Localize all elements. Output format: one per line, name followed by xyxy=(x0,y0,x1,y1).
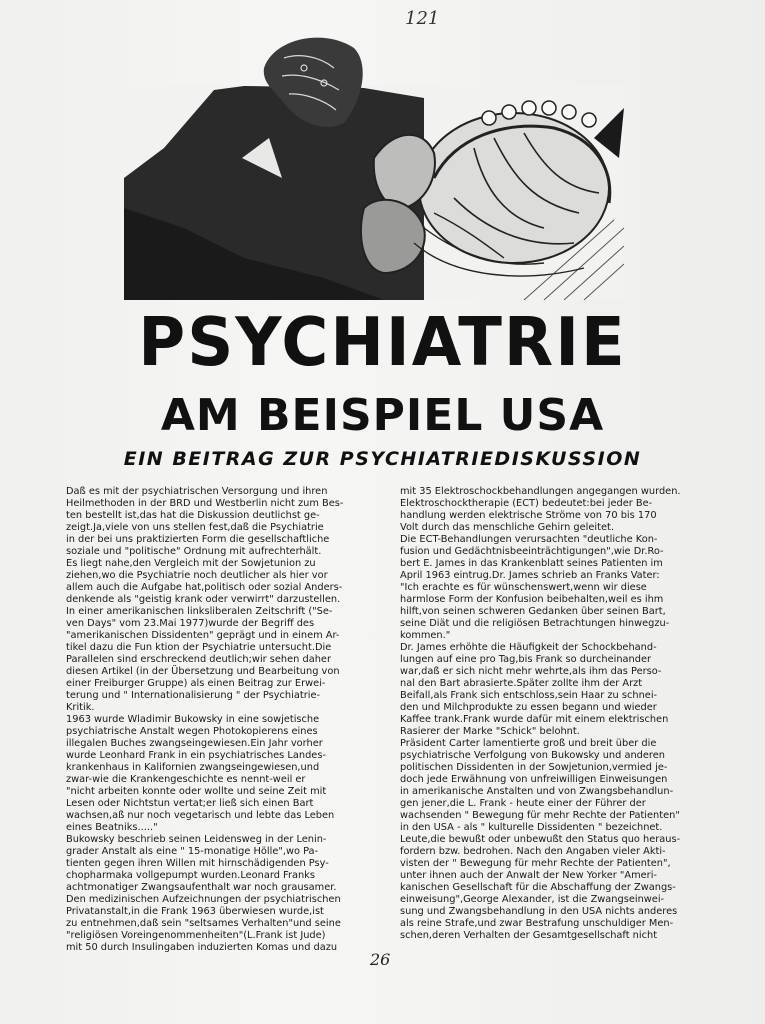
ect-treatment-drawing-icon xyxy=(124,28,624,300)
article-tagline: EIN BEITRAG ZUR PSYCHIATRIEDISKUSSION xyxy=(123,448,642,470)
article-paragraph: Präsident Carter lamentierte groß und breit über die psychiatrische Verfolgung von Bukowsky und anderen politischen Dissidenten in der Sowjetunion,vermied je- doch jede Erwähnung von unfreiwilligen Einweisungen in amerikanische Anstalten und von Zwangsbehandlun- gen jener,die L. Frank - heute einer der Führer der wachsenden " Bewegung für mehr Rechte der Patienten" in den USA - als " kulturelle Dissidenten " bezeichnet. xyxy=(400,738,680,833)
page-number-top: 121 xyxy=(405,8,440,29)
article-subtitle: AM BEISPIEL USA xyxy=(160,390,605,441)
article-paragraph: 1963 wurde Wladimir Bukowsky in eine sowjetische psychiatrische Anstalt wegen Photokopierens eines illegalen Buches zwangseingewiesen.Ein Jahr vorher wurde Leonhard Frank in ein psychiatrisches Landes- krankenhaus in Kalifornien zwangseingewiesen,und zwar-wie die Krankengeschichte es nennt-weil er "nicht arbeiten konnte oder wollte und seine Zeit mit Lesen oder Nichtstun vertat;er ließ sich einen Bart wachsen,aß nur noch vegetarisch und lebte das Leben eines Beatniks....." xyxy=(66,714,335,833)
article-paragraph: Dr. James erhöhte die Häufigkeit der Schockbehand- lungen auf eine pro Tag,bis Frank so durcheinander war,daß er sich nicht mehr wehrte,als ihm das Perso- nal den Bart abrasierte.Später zollte ihm der Arzt Beifall,als Frank sich entschloss,sein Haar zu schnei- den und Milchprodukte zu essen begann und wieder Kaffee trank.Frank wurde dafür mit einem elektrischen Rasierer der Marke "Schick" belohnt. xyxy=(400,642,669,737)
article-paragraph: Leute,die bewußt oder unbewußt den Status quo heraus- fordern bzw. bedrohen. Nach den Angaben vieler Akti- visten der " Bewegung für mehr Rechte der Patienten", unter ihnen auch der Anwalt der New Yorker "Ameri- kanischen Gesellschaft für die Abschaffung der Zwangs- einweisung",George Alexander, ist die Zwangseinwei- sung und Zwangsbehandlung in den USA nichts anderes als reine Strafe,und zwar Bestrafung unschuldiger Men- schen,deren Verhalten der Gesamtgesellschaft nicht xyxy=(400,834,681,941)
article-title: PSYCHIATRIE xyxy=(138,304,627,382)
article-paragraph: mit 35 Elektroschockbehandlungen angegangen wurden. Elektroschocktherapie (ECT) bedeutet:bei jeder Be- handlung werden elektrische Ströme von 70 bis 170 Volt durch das menschliche Gehirn geleitet. xyxy=(400,486,681,533)
article-column-right xyxy=(400,486,712,942)
article-paragraph: Daß es mit der psychiatrischen Versorgung und ihren Heilmethoden in der BRD und Westberlin nicht zum Bes- ten bestellt ist,das hat die Diskussion deutlichst ge- zeigt.Ja,viele von uns stellen fest,daß die Psychiatrie in der bei uns praktizierten Form die gesellschaftliche soziale und "politische" Ordnung mit aufrechterhält. Es liegt nahe,den Vergleich mit der Sowjetunion zu ziehen,wo die Psychiatrie noch deutlicher als hier vor allem auch die Aufgabe hat,politisch oder sozial Anders- denkende als "geistig krank oder verwirrt" darzustellen. In einer amerikanischen linksliberalen Zeitschrift ("Se- ven Days" vom 23.Mai 1977)wurde der Begriff des "amerikanischen Dissidenten" geprägt und in einem Ar- tikel dazu die Fun ktion der Psychiatrie untersucht.Die Parallelen sind erschreckend deutlich;wir sehen daher diesen Artikel (in der Übersetzung und Bearbeitung von einer Freiburger Gruppe) als einen Beitrag zur Erwei- terung und " Internationalisierung " der Psychiatrie- Kritik. xyxy=(66,486,344,713)
article-quote: "Ich erachte es für wünschenswert,wenn wir diese harmlose Form der Konfusion beibehalten,weil es ihm hilft,von seinen schweren Gedanken über seinen Bart, seine Diät und die religiösen Betrachtungen hinwegzu- kommen." xyxy=(400,582,670,641)
article-column-left xyxy=(66,486,366,954)
article-paragraph: Die ECT-Behandlungen verursachten "deutliche Kon- fusion und Gedächtnisbeeinträchtigungen",wie Dr.Ro- bert E. James in das Krankenblatt seines Patienten im April 1963 eintrug.Dr. James schrieb an Franks Vater: xyxy=(400,534,664,581)
article-paragraph: Bukowsky beschrieb seinen Leidensweg in der Lenin- grader Anstalt als eine " 15-monatige Hölle",wo Pa- tienten gegen ihren Willen mit hirnschädigenden Psy- chopharmaka vollgepumpt wurden.Leonard Franks achtmonatiger Zwangsaufenthalt war noch grausamer. Den medizinischen Aufzeichnungen der psychiatrischen Privatanstalt,in die Frank 1963 überwiesen wurde,ist zu entnehmen,daß sein "seltsames Verhalten"und seine "religiösen Voreingenommenheiten"(L.Frank ist Jude) mit 50 durch Insulingaben induzierten Komas und dazu xyxy=(66,834,341,953)
page-number-bottom: 26 xyxy=(370,950,391,969)
